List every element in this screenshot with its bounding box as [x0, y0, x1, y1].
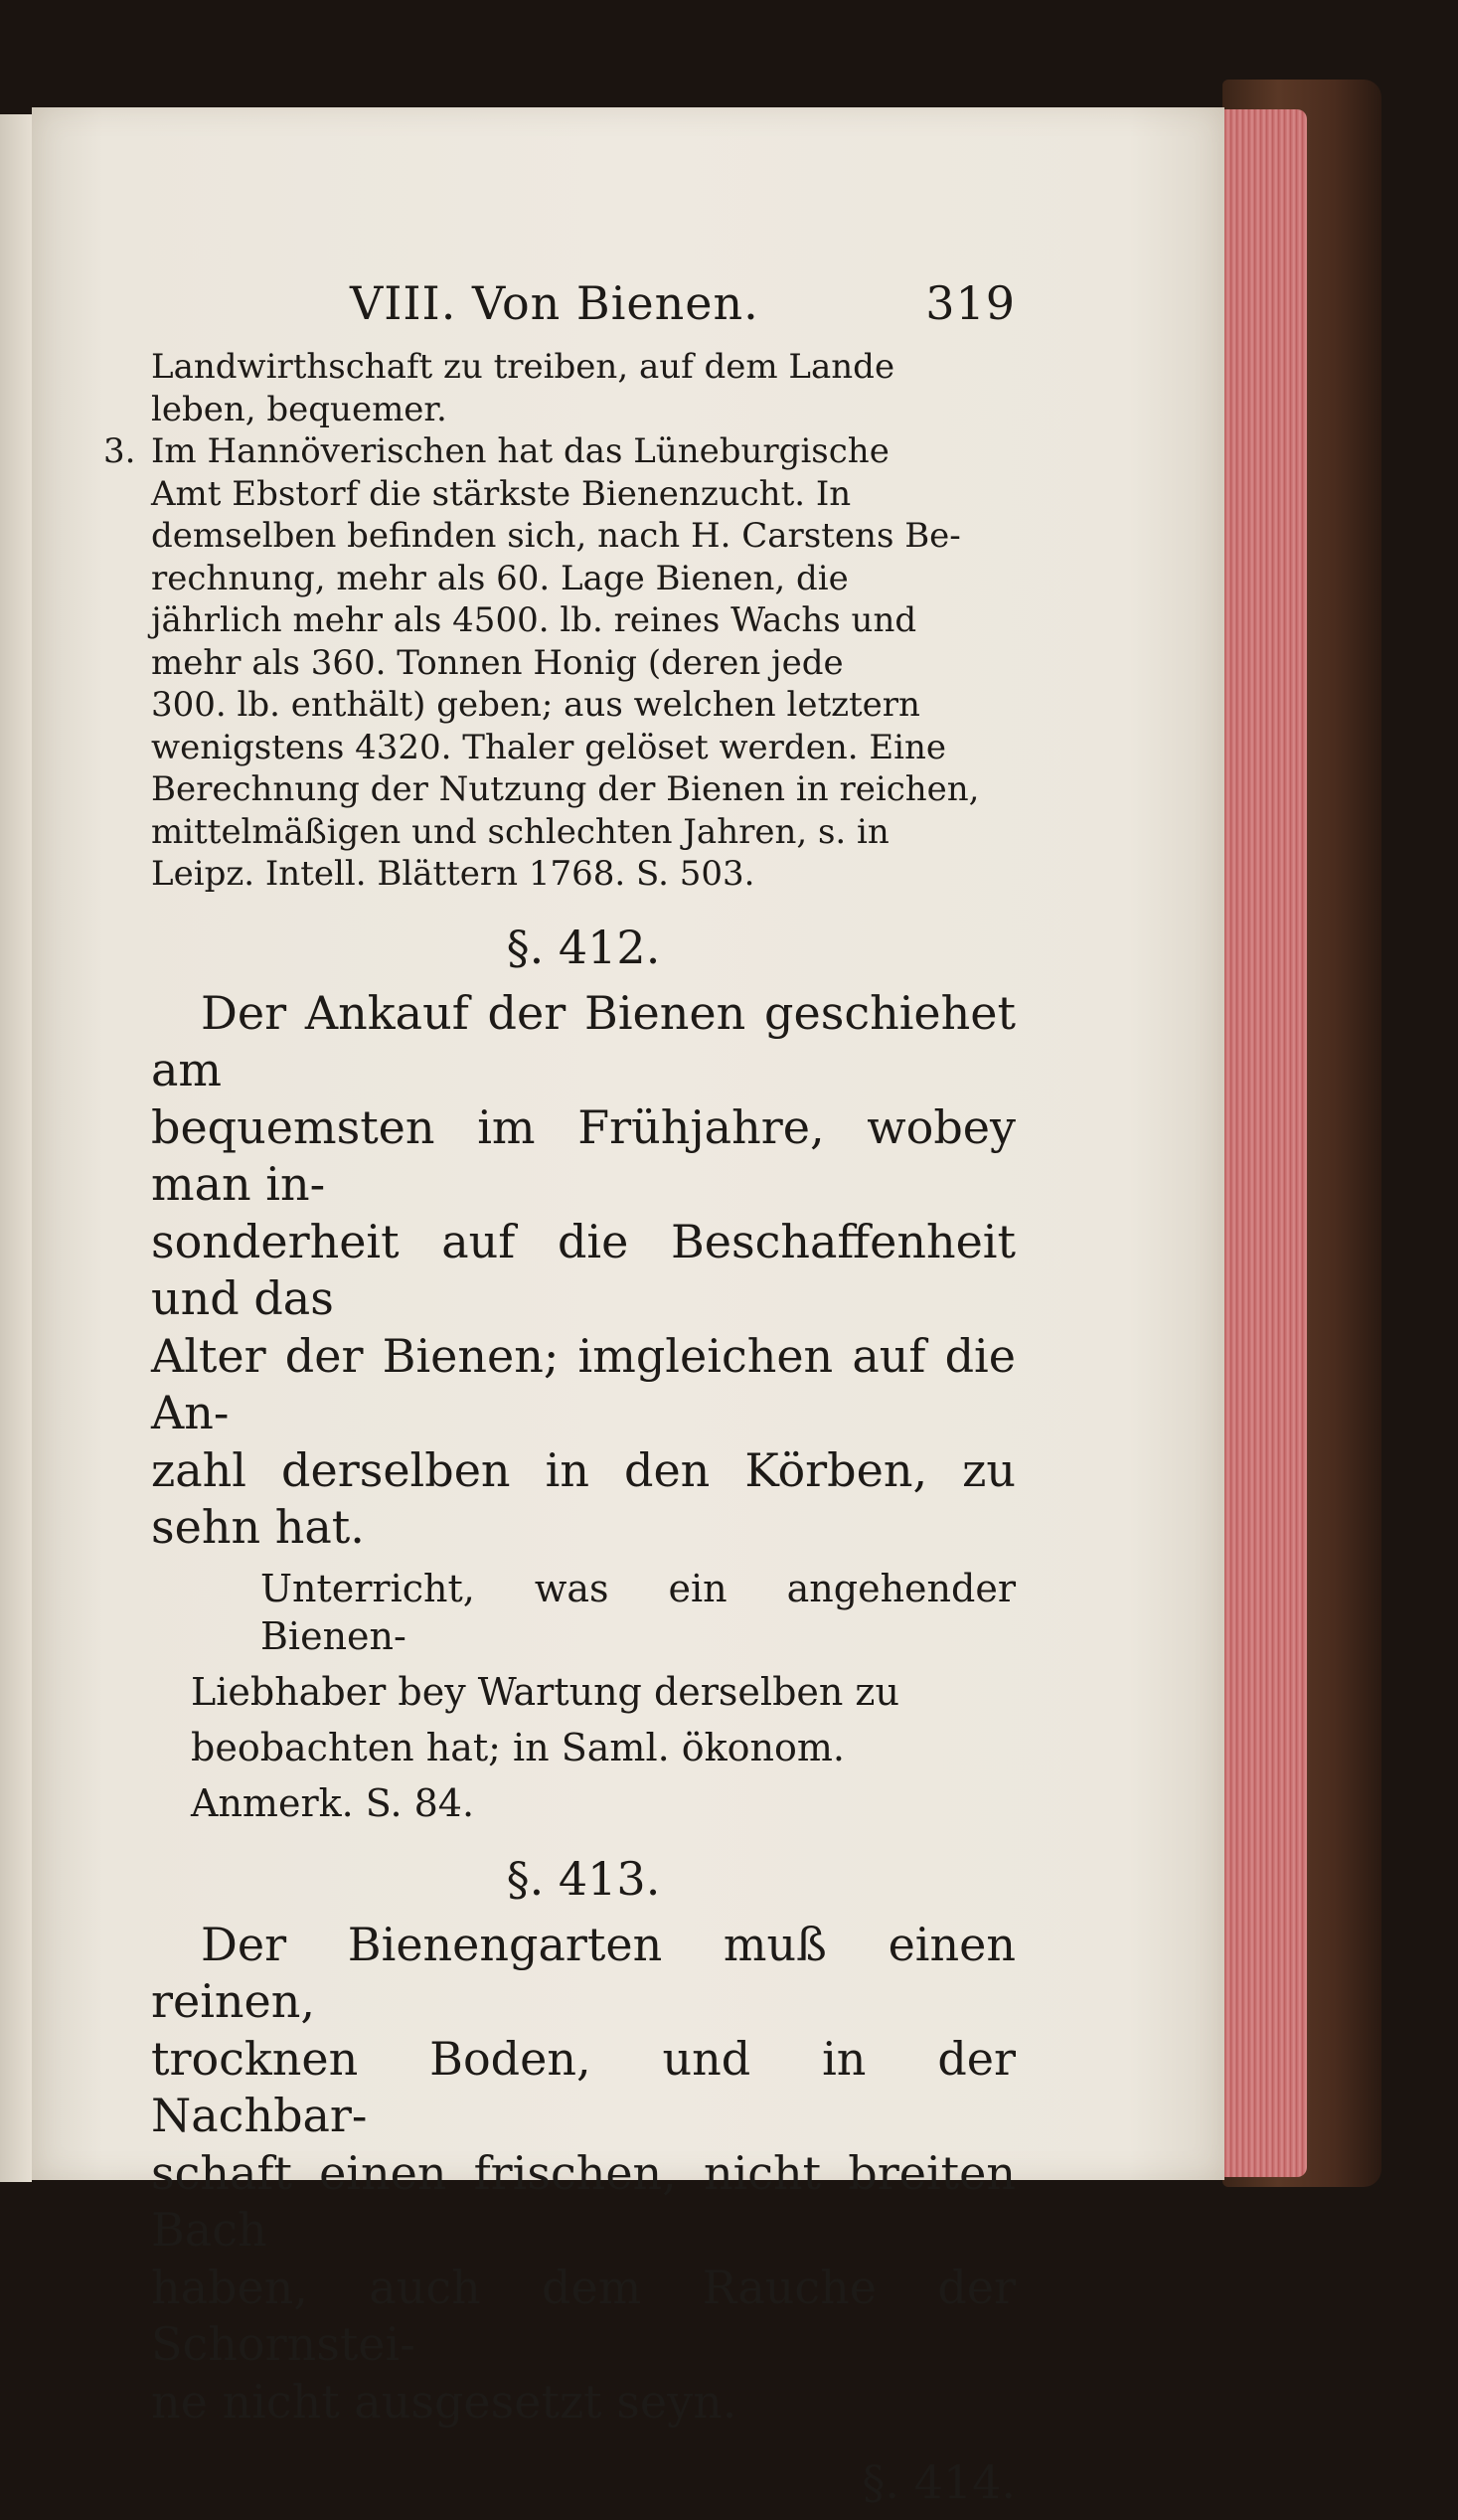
- text-line: Berechnung der Nutzung der Bienen in reichen,: [151, 769, 980, 809]
- page-number: 319: [925, 276, 1016, 330]
- running-head: [151, 266, 1016, 346]
- section-412-note: [151, 1565, 1016, 1827]
- running-head-title: VIII. Von Bienen.: [350, 276, 759, 330]
- text-line: schaft einen frischen, nicht breiten Bach: [151, 2145, 1016, 2257]
- text-line: leben, bequemer.: [151, 389, 447, 429]
- text-line: zahl derselben in den Körben, zu sehn hat.: [151, 1442, 1016, 1554]
- facing-page-edge: [0, 114, 32, 2182]
- text-line: jährlich mehr als 4500. lb. reines Wachs und: [151, 600, 917, 640]
- text-line: Leipz. Intell. Blättern 1768. S. 503.: [151, 854, 755, 894]
- catchword: §. 414.: [862, 2455, 1016, 2509]
- section-413-body: [151, 1917, 1016, 2432]
- item-number: 3.: [103, 431, 136, 471]
- text-line: Landwirthschaft zu treiben, auf dem Lande: [151, 347, 895, 387]
- section-heading-413: §. 413.: [506, 1851, 661, 1906]
- text-line: mittelmäßigen und schlechten Jahren, s. in: [151, 811, 890, 852]
- note-line: Liebhaber bey Wartung derselben zu: [191, 1669, 899, 1714]
- section-412-body: [151, 985, 1016, 1557]
- note-line: Anmerk. S. 84.: [191, 1780, 475, 1825]
- text-line: Amt Ebstorf die stärkste Bienenzucht. In: [151, 473, 852, 514]
- text-line: rechnung, mehr als 60. Lage Bienen, die: [151, 558, 849, 598]
- text-line: trocknen Boden, und in der Nachbar-: [151, 2031, 1016, 2142]
- continuation-text: [151, 346, 1016, 430]
- section-heading-412: §. 412.: [506, 920, 661, 974]
- text-line: wenigstens 4320. Thaler gelöset werden. Eine: [151, 727, 947, 767]
- page-text-block: [103, 266, 1016, 2520]
- text-line: haben, auch dem Rauche der Schornstei-: [151, 2260, 1016, 2371]
- text-line: sonderheit auf die Beschaffenheit und das: [151, 1214, 1016, 1325]
- numbered-item-3: [103, 430, 1016, 896]
- note-line: Unterricht, was ein angehender Bienen-: [260, 1566, 1016, 1658]
- text-line: demselben befinden sich, nach H. Carstens Be-: [151, 516, 961, 556]
- text-line: Im Hannöverischen hat das Lüneburgische: [151, 431, 890, 471]
- text-line: Der Bienengarten muß einen reinen,: [151, 1917, 1016, 2028]
- text-line: Der Ankauf der Bienen geschiehet am: [151, 985, 1016, 1096]
- text-line: Alter der Bienen; imgleichen auf die An-: [151, 1328, 1016, 1439]
- book-page: [32, 107, 1224, 2509]
- text-line: ne nicht ausgesetzt seyn.: [151, 2374, 737, 2429]
- text-line: bequemsten im Frühjahre, wobey man in-: [151, 1099, 1016, 1211]
- text-line: mehr als 360. Tonnen Honig (deren jede: [151, 642, 844, 683]
- note-line: beobachten hat; in Saml. ökonom.: [191, 1725, 846, 1769]
- text-line: 300. lb. enthält) geben; aus welchen letztern: [151, 685, 920, 725]
